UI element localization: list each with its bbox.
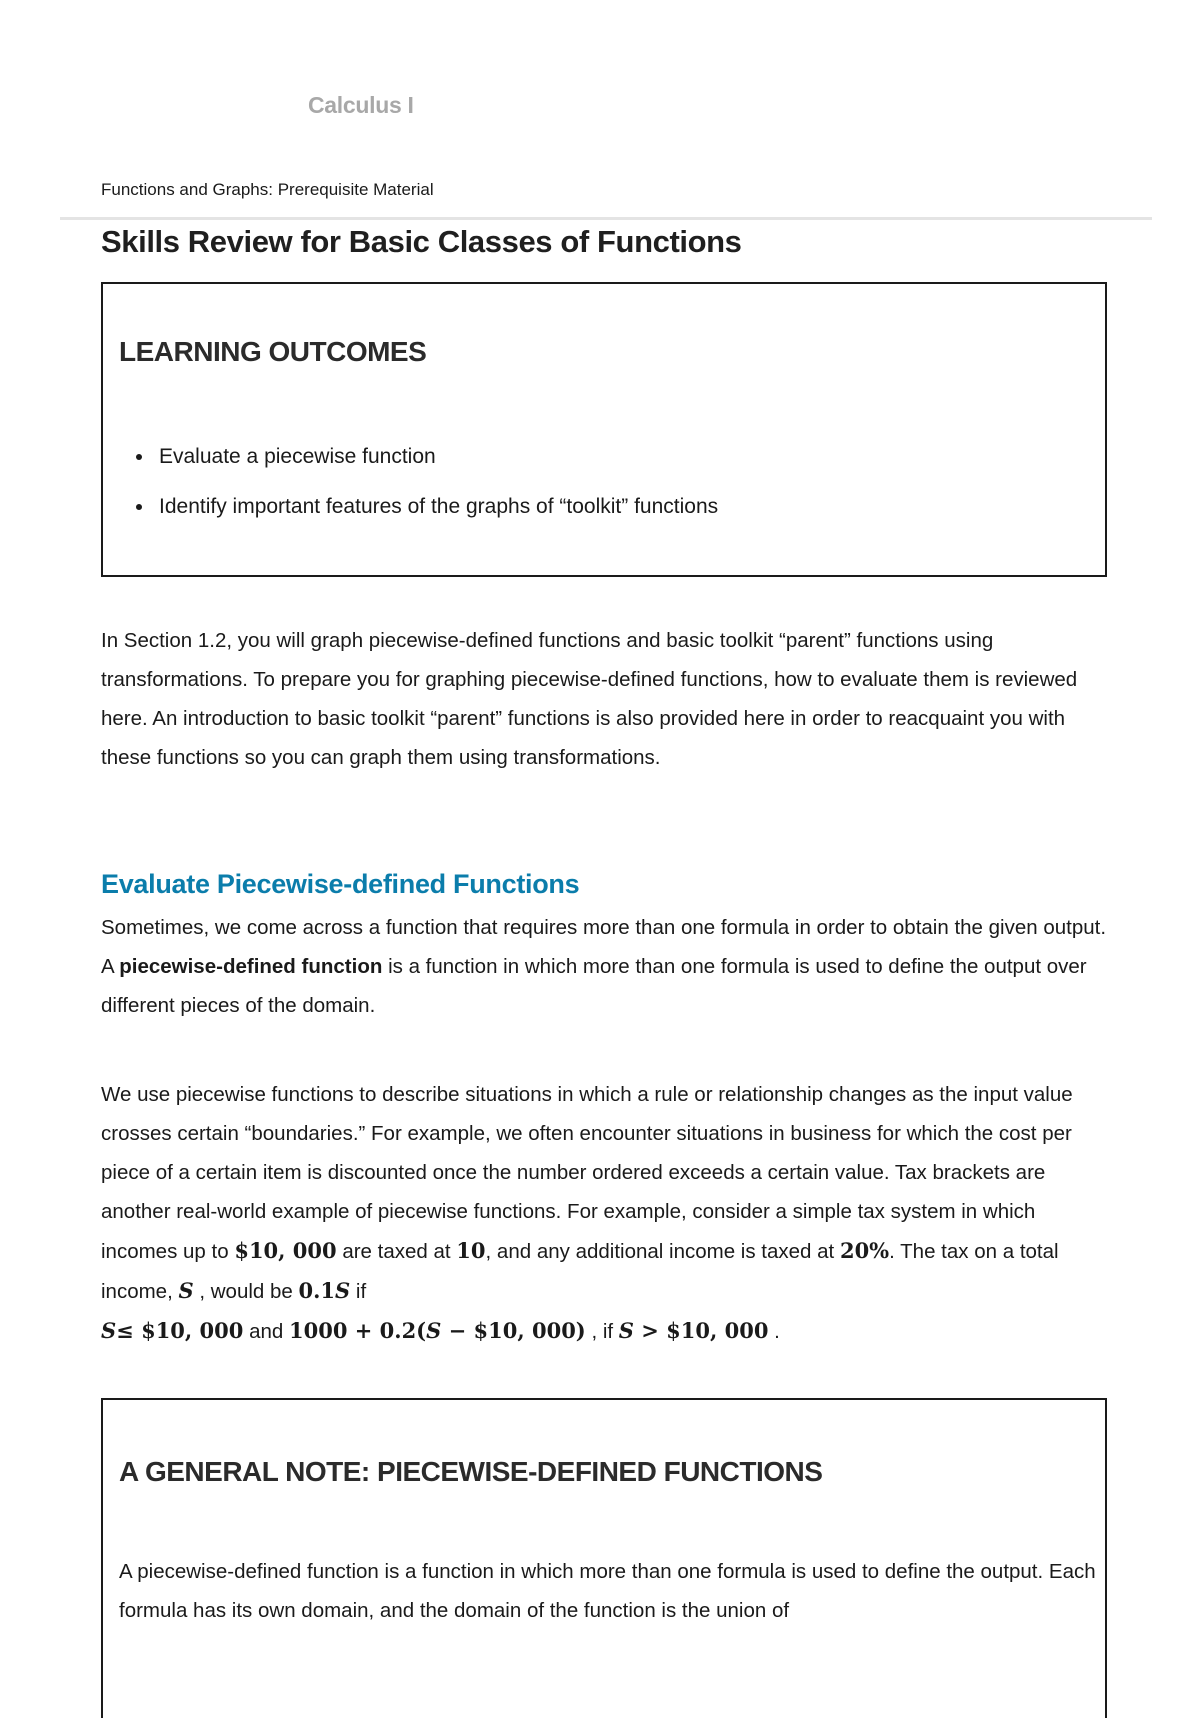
math-value: $10, 000 bbox=[234, 1238, 337, 1263]
math-value: 0.1 bbox=[298, 1278, 336, 1303]
text-run: is a function in which more than one formula is used to define the output over different pieces of the domain. bbox=[101, 955, 1087, 1017]
text-run: are taxed at bbox=[336, 1240, 457, 1263]
math-variable: S bbox=[335, 1278, 351, 1303]
section-heading: Evaluate Piecewise-defined Functions bbox=[101, 869, 580, 899]
math-variable: S bbox=[101, 1318, 117, 1343]
text-run: , would be bbox=[193, 1280, 299, 1303]
math-variable: S bbox=[426, 1318, 442, 1343]
general-note-heading: A GENERAL NOTE: PIECEWISE-DEFINED FUNCTIONS bbox=[119, 1456, 823, 1487]
text-run: Sometimes, we come across a function that requires more than one formula in order to obtain the given output. A bbox=[101, 916, 1107, 978]
math-value: > $10, 000 bbox=[633, 1318, 769, 1343]
math-variable: S bbox=[618, 1318, 634, 1343]
learning-outcomes-heading: LEARNING OUTCOMES bbox=[119, 336, 427, 367]
header-divider bbox=[60, 217, 1152, 220]
math-expression: − $10, 000) bbox=[441, 1318, 586, 1343]
general-note-text: A piecewise-defined function is a function in which more than one formula is used to define the output. Each formula has its own domain, and the domain of the function is the union of bbox=[119, 1560, 1096, 1622]
list-item: • Evaluate a piecewise function bbox=[155, 432, 718, 482]
learning-outcomes-box bbox=[101, 282, 1107, 577]
learning-outcomes-list bbox=[119, 432, 718, 532]
page-title: Skills Review for Basic Classes of Functions bbox=[101, 224, 742, 259]
text-run: . bbox=[768, 1320, 780, 1343]
breadcrumb[interactable]: Functions and Graphs: Prerequisite Material bbox=[101, 180, 434, 199]
text-run: and bbox=[243, 1320, 289, 1343]
math-value: 20% bbox=[839, 1238, 890, 1263]
list-item: • Identify important features of the graphs of “toolkit” functions bbox=[155, 482, 718, 532]
text-run: if bbox=[350, 1280, 367, 1303]
text-run: , and any additional income is taxed at bbox=[485, 1240, 840, 1263]
math-value: 10 bbox=[456, 1238, 486, 1263]
math-expression: 1000 + 0.2( bbox=[288, 1318, 427, 1343]
math-variable: S bbox=[178, 1278, 194, 1303]
course-title[interactable]: Calculus I bbox=[308, 92, 414, 118]
intro-paragraph: In Section 1.2, you will graph piecewise-defined functions and basic toolkit “parent” functions using transformations. To prepare you for graphing piecewise-defined functions, how to evaluate them is reviewed here. An introduction to basic toolkit “parent” functions is also provided here in order to reacquaint you with these functions so you can graph them using transformations. bbox=[101, 629, 1078, 769]
text-run: . The tax on a total income, bbox=[101, 1240, 1059, 1303]
general-note-box bbox=[101, 1398, 1107, 1718]
term-bold: piecewise-defined function bbox=[119, 955, 383, 978]
text-run: , if bbox=[585, 1320, 619, 1343]
text-run: We use piecewise functions to describe situations in which a rule or relationship changes as the input value crosses certain “boundaries.” For example, we often encounter situations in business for which the cost per piece of a certain item is discounted once the number ordered exceeds a certain value. Tax brackets are another real-world example of piecewise functions. For example, consider a simple tax system in which incomes up to bbox=[101, 1083, 1073, 1263]
example-paragraph bbox=[101, 1075, 1111, 1351]
definition-paragraph bbox=[101, 908, 1111, 1025]
math-value: ≤ $10, 000 bbox=[116, 1318, 244, 1343]
